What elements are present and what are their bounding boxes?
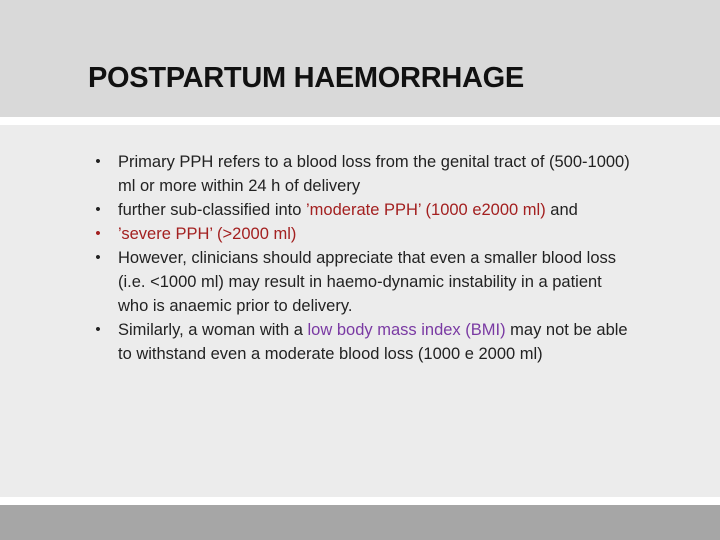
bullet-text: may not be able to withstand even a moderate blood loss (1000 e 2000 ml) — [118, 321, 628, 363]
bullet-text: Similarly, a woman with a — [118, 321, 308, 339]
bmi-highlight: low body mass index (BMI) — [307, 321, 506, 339]
bullet-marker: • — [95, 201, 101, 218]
footer-bar — [0, 505, 720, 540]
bullet-item — [88, 222, 633, 246]
bullet-marker: • — [95, 321, 101, 338]
bullet-marker: • — [95, 153, 101, 170]
bullet-marker: • — [95, 249, 101, 266]
bullet-text: further sub-classified into — [118, 201, 307, 219]
bullet-text: However, clinicians should appreciate that even a smaller blood loss (i.e. <1000 ml) may result in haemo-dynamic instability in a patient who is anaemic prior to delivery. — [118, 249, 617, 315]
bullet-item — [88, 150, 633, 198]
bullet-text: Primary PPH refers to a blood loss from the genital tract of (500-1000) ml or more within 24 h of delivery — [118, 153, 630, 195]
slide-title: POSTPARTUM HAEMORRHAGE — [88, 62, 524, 94]
bullet-item — [88, 318, 633, 366]
moderate-pph-highlight: ’moderate PPH’ (1000 e2000 ml) — [306, 201, 546, 219]
bullet-text: and — [545, 201, 578, 219]
bullet-list — [88, 150, 633, 366]
bullet-item — [88, 198, 633, 222]
title-bar — [0, 0, 720, 117]
bullet-marker: • — [95, 225, 101, 242]
bullet-item — [88, 246, 633, 318]
severe-pph-highlight: ’severe PPH’ (>2000 ml) — [118, 225, 297, 243]
